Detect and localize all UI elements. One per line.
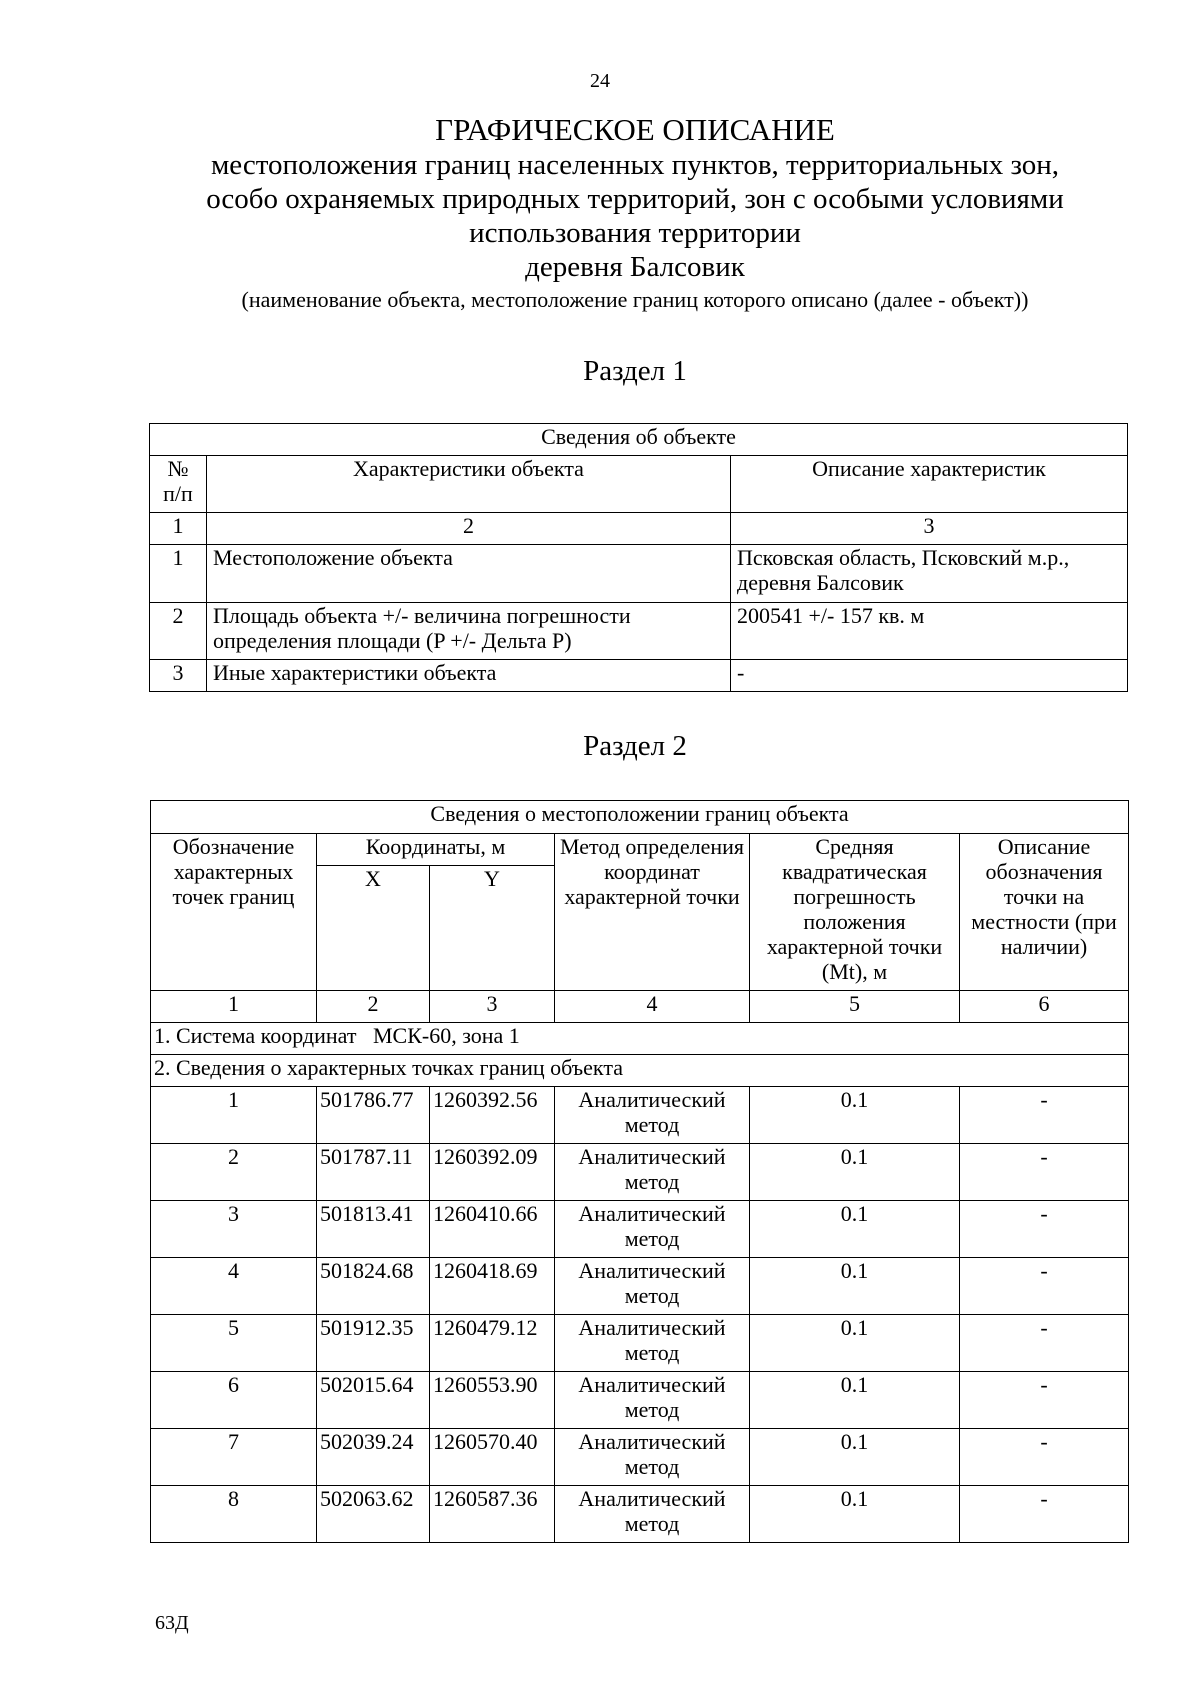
point-x: 501813.41 <box>317 1201 430 1258</box>
table-row <box>151 1429 1129 1486</box>
row-num: 3 <box>150 660 207 692</box>
point-description: - <box>960 1372 1129 1429</box>
title-line-2: особо охраняемых природных территорий, зон с особыми условиями <box>206 183 1064 215</box>
point-mt: 0.1 <box>750 1429 960 1486</box>
point-x: 502039.24 <box>317 1429 430 1486</box>
table-row <box>150 545 1128 603</box>
point-mt: 0.1 <box>750 1486 960 1543</box>
object-info-table <box>149 423 1128 692</box>
header-error: Средняя квадратическая погрешность положения характерной точки (Mt), м <box>750 834 960 991</box>
point-number: 5 <box>151 1315 317 1372</box>
point-mt: 0.1 <box>750 1258 960 1315</box>
col-number: 1 <box>150 513 207 545</box>
point-description: - <box>960 1201 1129 1258</box>
row-description: Псковская область, Псковский м.р., деревня Балсовик <box>731 545 1128 603</box>
col-number: 2 <box>317 991 430 1023</box>
row-num: 1 <box>150 545 207 603</box>
point-x: 501787.11 <box>317 1144 430 1201</box>
document-title-block <box>150 112 1120 314</box>
point-method: Аналитический метод <box>555 1258 750 1315</box>
point-y: 1260418.69 <box>430 1258 555 1315</box>
header-coords: Координаты, м <box>317 834 555 866</box>
point-description: - <box>960 1144 1129 1201</box>
row-description: - <box>731 660 1128 692</box>
point-description: - <box>960 1429 1129 1486</box>
boundary-points-table <box>150 800 1129 1543</box>
point-description: - <box>960 1087 1129 1144</box>
document-code: 63Д <box>155 1612 189 1634</box>
document-title: ГРАФИЧЕСКОЕ ОПИСАНИЕ <box>435 112 835 147</box>
section-2-title: Раздел 2 <box>583 730 687 762</box>
row-characteristic: Местоположение объекта <box>207 545 731 603</box>
table-row <box>151 1144 1129 1201</box>
col-number: 2 <box>207 513 731 545</box>
header-description: Описание характеристик <box>731 456 1128 513</box>
point-number: 1 <box>151 1087 317 1144</box>
col-number: 4 <box>555 991 750 1023</box>
point-number: 6 <box>151 1372 317 1429</box>
col-number: 3 <box>731 513 1128 545</box>
point-x: 501824.68 <box>317 1258 430 1315</box>
header-num: № п/п <box>150 456 207 513</box>
object-name-note: (наименование объекта, местоположение границ которого описано (далее - объект)) <box>241 287 1029 312</box>
point-y: 1260392.09 <box>430 1144 555 1201</box>
table-row <box>151 1258 1129 1315</box>
point-method: Аналитический метод <box>555 1429 750 1486</box>
point-y: 1260479.12 <box>430 1315 555 1372</box>
header-point-description: Описание обозначения точки на местности (при наличии) <box>960 834 1129 991</box>
table-row <box>151 1486 1129 1543</box>
object-info-caption: Сведения об объекте <box>150 424 1128 456</box>
point-x: 502063.62 <box>317 1486 430 1543</box>
boundary-caption: Сведения о местоположении границ объекта <box>151 801 1129 834</box>
point-y: 1260392.56 <box>430 1087 555 1144</box>
point-method: Аналитический метод <box>555 1201 750 1258</box>
coordinate-system: 1. Система координат МСК-60, зона 1 <box>151 1023 1129 1055</box>
col-number: 3 <box>430 991 555 1023</box>
header-x: X <box>317 866 430 991</box>
row-num: 2 <box>150 603 207 660</box>
point-mt: 0.1 <box>750 1315 960 1372</box>
table-row <box>150 660 1128 692</box>
col-number: 1 <box>151 991 317 1023</box>
point-mt: 0.1 <box>750 1087 960 1144</box>
point-x: 502015.64 <box>317 1372 430 1429</box>
point-mt: 0.1 <box>750 1144 960 1201</box>
point-number: 4 <box>151 1258 317 1315</box>
point-y: 1260570.40 <box>430 1429 555 1486</box>
point-y: 1260553.90 <box>430 1372 555 1429</box>
point-x: 501912.35 <box>317 1315 430 1372</box>
point-description: - <box>960 1486 1129 1543</box>
header-characteristic: Характеристики объекта <box>207 456 731 513</box>
point-y: 1260587.36 <box>430 1486 555 1543</box>
table-row <box>151 1315 1129 1372</box>
header-y: Y <box>430 866 555 991</box>
title-line-1: местоположения границ населенных пунктов, территориальных зон, <box>210 149 1060 181</box>
point-x: 501786.77 <box>317 1087 430 1144</box>
point-number: 7 <box>151 1429 317 1486</box>
col-number: 5 <box>750 991 960 1023</box>
point-mt: 0.1 <box>750 1372 960 1429</box>
point-method: Аналитический метод <box>555 1087 750 1144</box>
row-description: 200541 +/- 157 кв. м <box>731 603 1128 660</box>
point-number: 8 <box>151 1486 317 1543</box>
point-method: Аналитический метод <box>555 1144 750 1201</box>
row-characteristic: Площадь объекта +/- величина погрешности определения площади (P +/- Дельта P) <box>207 603 731 660</box>
point-mt: 0.1 <box>750 1201 960 1258</box>
section-1-title: Раздел 1 <box>583 355 687 387</box>
point-y: 1260410.66 <box>430 1201 555 1258</box>
table-row <box>151 1372 1129 1429</box>
point-method: Аналитический метод <box>555 1372 750 1429</box>
header-method: Метод определения координат характерной точки <box>555 834 750 991</box>
point-description: - <box>960 1258 1129 1315</box>
points-caption: 2. Сведения о характерных точках границ объекта <box>151 1055 1129 1087</box>
table-row <box>151 1087 1129 1144</box>
header-point: Обозначение характерных точек границ <box>151 834 317 991</box>
point-method: Аналитический метод <box>555 1315 750 1372</box>
title-line-3: использования территории <box>469 217 801 249</box>
object-name: деревня Балсовик <box>525 251 745 283</box>
table-row <box>151 1201 1129 1258</box>
point-description: - <box>960 1315 1129 1372</box>
point-number: 3 <box>151 1201 317 1258</box>
row-characteristic: Иные характеристики объекта <box>207 660 731 692</box>
table-row <box>150 603 1128 660</box>
point-method: Аналитический метод <box>555 1486 750 1543</box>
col-number: 6 <box>960 991 1129 1023</box>
point-number: 2 <box>151 1144 317 1201</box>
page-number: 24 <box>590 70 610 92</box>
